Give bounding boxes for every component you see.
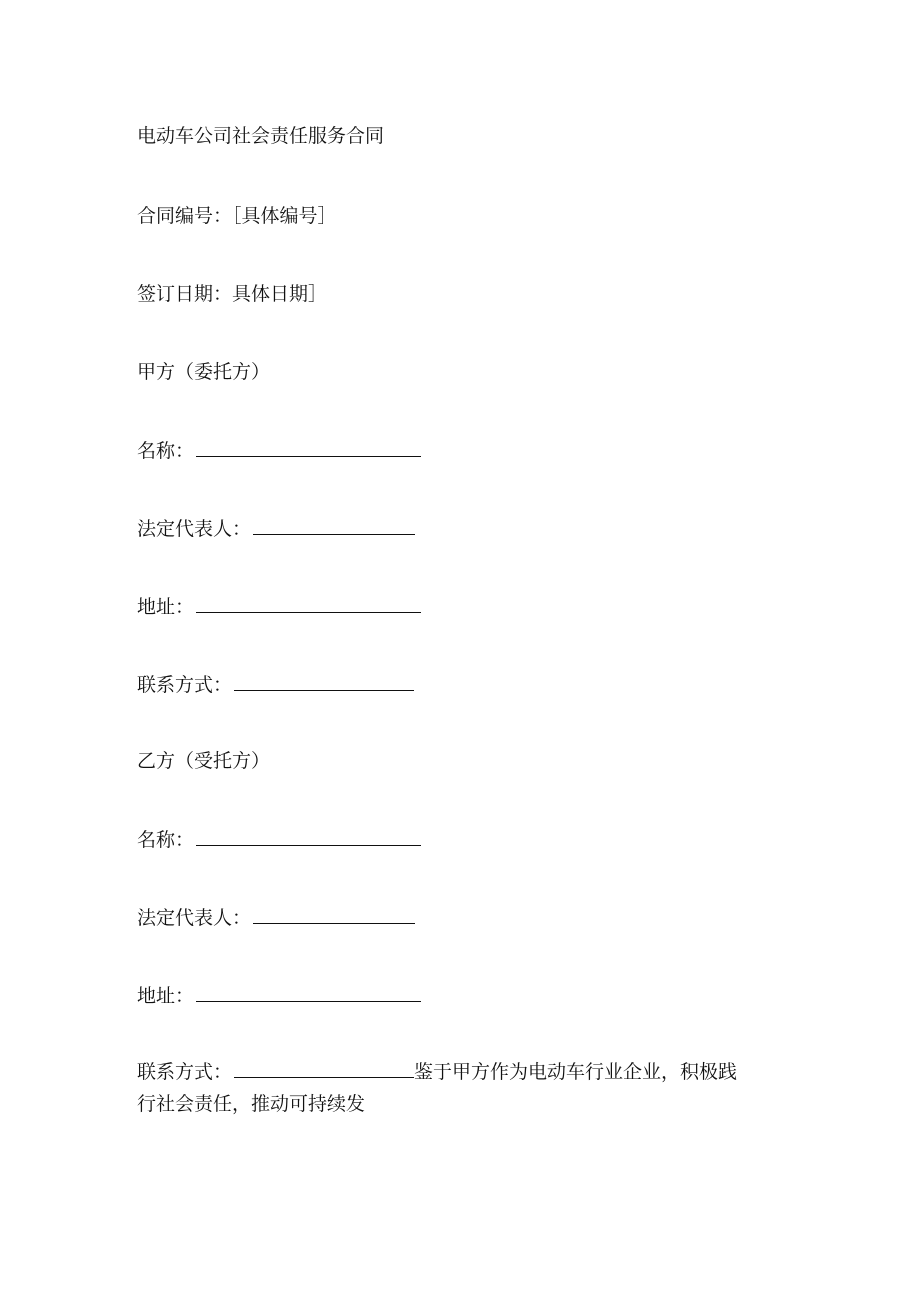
party-b-name-blank[interactable] xyxy=(196,827,421,846)
party-a-name-label: 名称： xyxy=(137,440,195,462)
party-a-heading: 甲方（委托方） xyxy=(137,361,271,383)
party-b-contact-preamble xyxy=(137,1056,777,1120)
party-b-rep-label: 法定代表人： xyxy=(137,907,252,929)
party-a-rep-row xyxy=(137,516,415,541)
party-a-address-blank[interactable] xyxy=(196,594,421,613)
party-a-contact-label: 联系方式： xyxy=(137,674,233,696)
party-a-name-row xyxy=(137,438,421,463)
party-a-rep-blank[interactable] xyxy=(253,516,415,535)
party-b-rep-row xyxy=(137,905,415,930)
party-a-name-blank[interactable] xyxy=(196,438,421,457)
party-a-rep-label: 法定代表人： xyxy=(137,518,252,540)
party-a-address-row xyxy=(137,594,421,619)
party-a-address-label: 地址： xyxy=(137,596,195,618)
party-b-address-blank[interactable] xyxy=(196,983,421,1002)
preamble-line-2: 行社会责任，推动可持续发 xyxy=(137,1093,366,1115)
party-b-contact-label: 联系方式： xyxy=(137,1061,233,1083)
document-title: 电动车公司社会责任服务合同 xyxy=(137,125,385,147)
contract-number: 合同编号：［具体编号］ xyxy=(137,205,337,227)
sign-date: 签订日期：具体日期］ xyxy=(137,283,328,305)
party-b-address-label: 地址： xyxy=(137,985,195,1007)
party-b-name-label: 名称： xyxy=(137,829,195,851)
preamble-line-1: 鉴于甲方作为电动车行业企业，积极践 xyxy=(414,1061,738,1083)
party-b-name-row xyxy=(137,827,421,852)
party-a-contact-row xyxy=(137,672,414,697)
party-b-rep-blank[interactable] xyxy=(253,905,415,924)
party-b-heading: 乙方（受托方） xyxy=(137,750,271,772)
party-b-address-row xyxy=(137,983,421,1008)
party-a-contact-blank[interactable] xyxy=(234,672,414,691)
party-b-contact-blank[interactable] xyxy=(234,1059,414,1078)
